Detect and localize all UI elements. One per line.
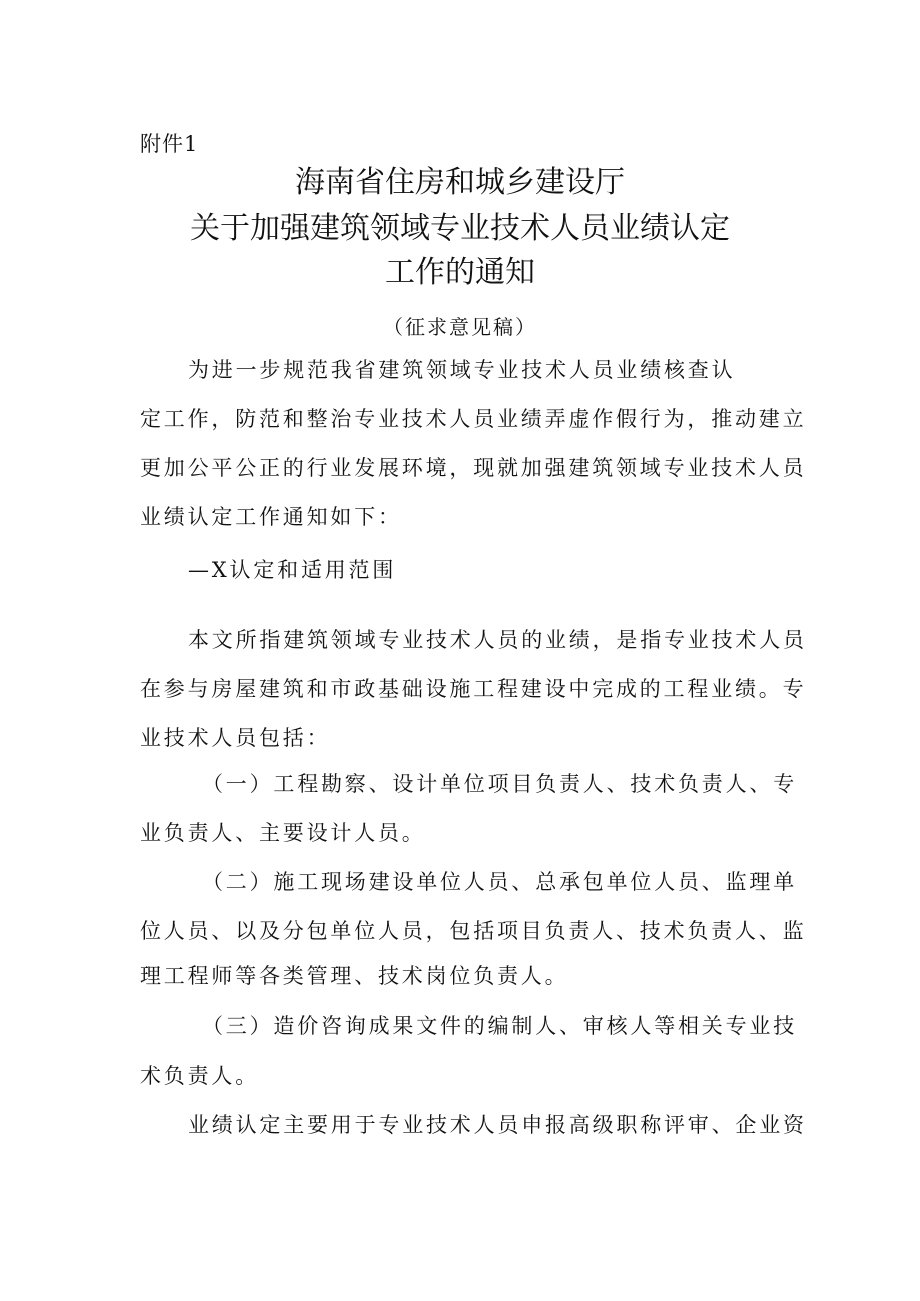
title-line-3: 工作的通知 bbox=[385, 255, 535, 290]
intro-line: 更加公平公正的行业发展环境，现就加强建筑领域专业技术人员 bbox=[140, 456, 807, 480]
intro-line: 业绩认定工作通知如下： bbox=[140, 505, 402, 529]
list-item-line: （三）造价咨询成果文件的编制人、审核人等相关专业技 bbox=[202, 1014, 797, 1038]
list-item-line: 位人员、以及分包单位人员，包括项目负责人、技术负责人、监 bbox=[140, 919, 807, 943]
list-item-line: 术负责人。 bbox=[140, 1064, 259, 1088]
list-item-line: （一）工程勘察、设计单位项目负责人、技术负责人、专 bbox=[202, 772, 797, 796]
list-item-line: （二）施工现场建设单位人员、总承包单位人员、监理单 bbox=[202, 870, 797, 894]
para-line: 业绩认定主要用于专业技术人员申报高级职称评审、企业资 bbox=[188, 1113, 807, 1137]
attachment-label: 附件1 bbox=[140, 132, 199, 156]
intro-line: 为进一步规范我省建筑领域专业技术人员业绩核查认 bbox=[188, 358, 736, 382]
para-line: 业技术人员包括： bbox=[140, 726, 331, 750]
list-item-line: 理工程师等各类管理、技术岗位负责人。 bbox=[140, 964, 569, 988]
title-line-1: 海南省住房和城乡建设厅 bbox=[295, 165, 625, 200]
draft-subtitle: （征求意见稿） bbox=[383, 315, 537, 339]
intro-line: 定工作，防范和整治专业技术人员业绩弄虚作假行为，推动建立 bbox=[140, 407, 807, 431]
section-heading: —X认定和适用范围 bbox=[188, 558, 397, 582]
list-item-line: 业负责人、主要设计人员。 bbox=[140, 821, 426, 845]
para-line: 在参与房屋建筑和市政基础设施工程建设中完成的工程业绩。专 bbox=[140, 677, 807, 701]
title-line-2: 关于加强建筑领域专业技术人员业绩认定 bbox=[190, 211, 730, 246]
para-line: 本文所指建筑领域专业技术人员的业绩，是指专业技术人员 bbox=[188, 628, 807, 652]
